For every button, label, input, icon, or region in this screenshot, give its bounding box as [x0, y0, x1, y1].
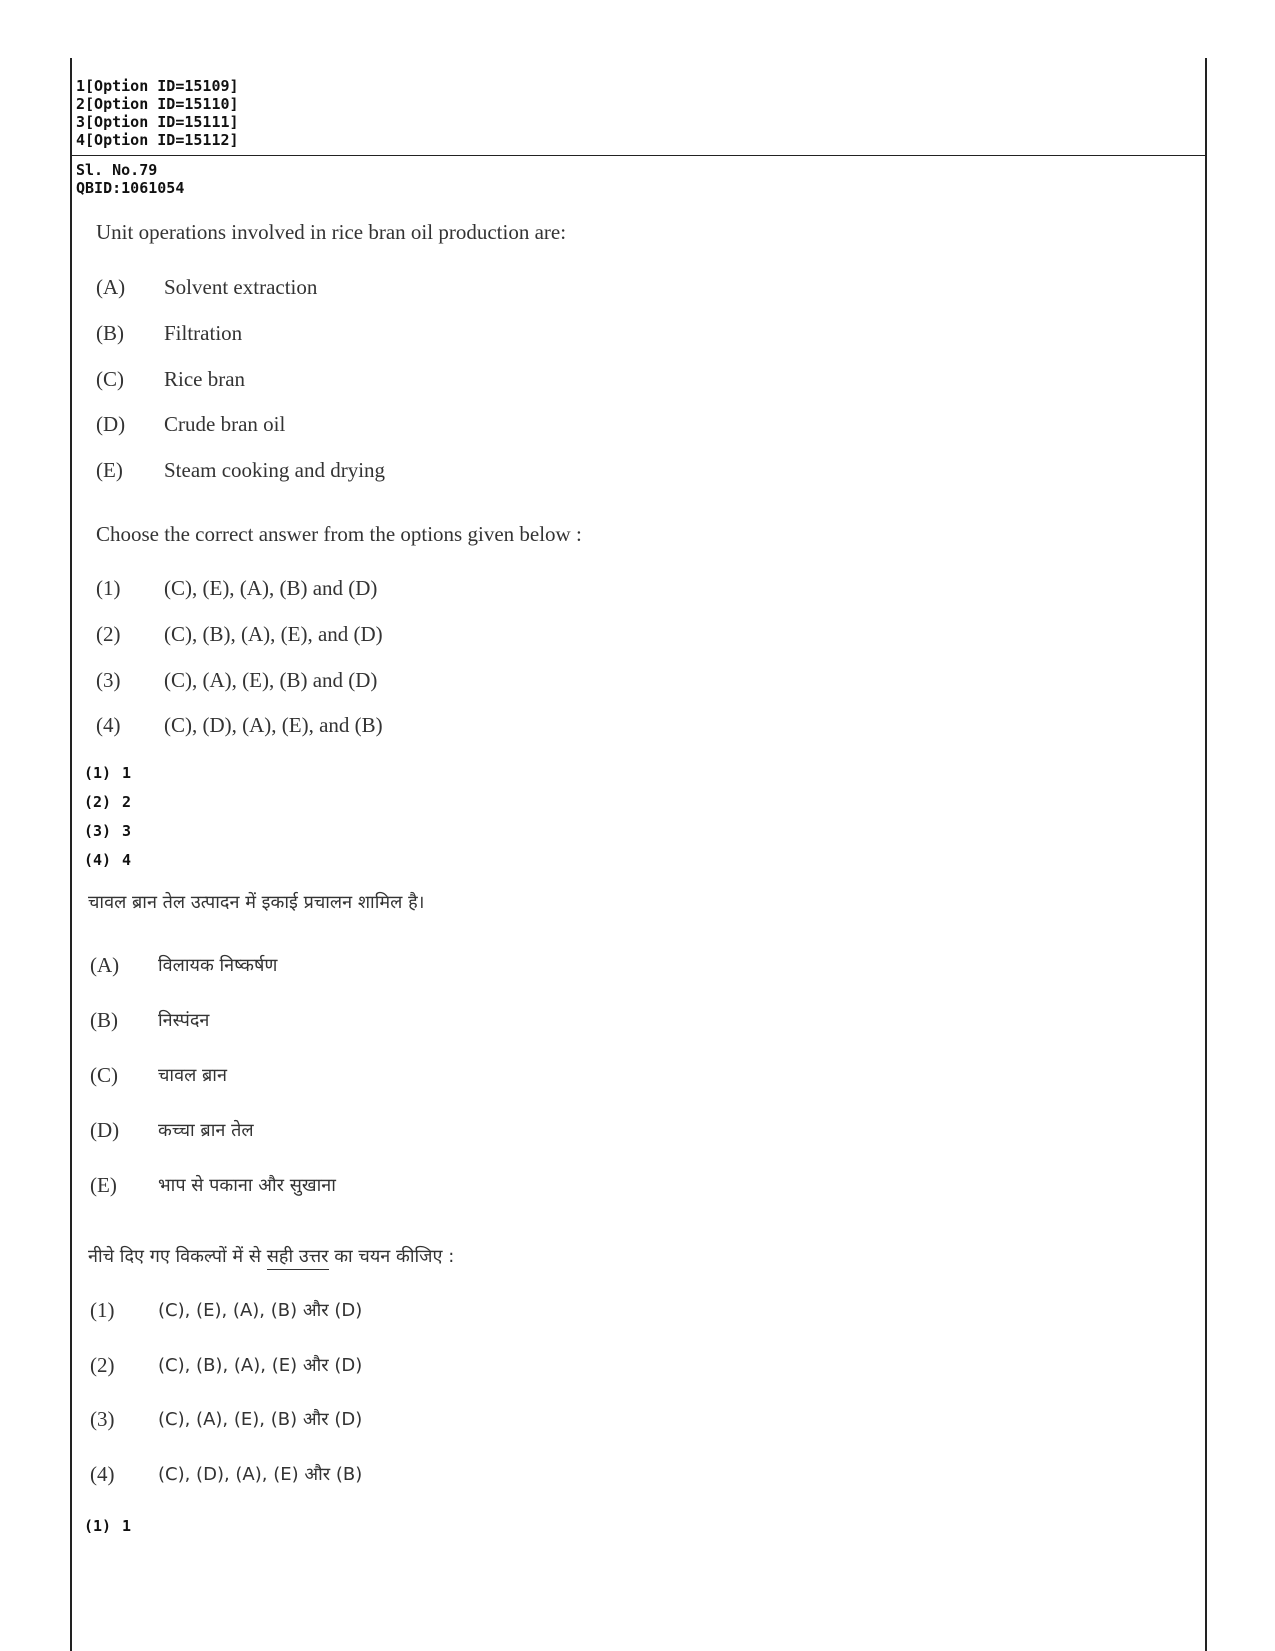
answer-option-3[interactable]: (3) 3	[84, 822, 132, 840]
choice-text: (C), (B), (A), (E) और (D)	[158, 1355, 363, 1376]
underlined-phrase: सही उत्तर	[267, 1246, 329, 1270]
prev-option-1: 1[Option ID=15109]	[76, 77, 239, 95]
item-label: (B)	[96, 321, 124, 345]
answer-option-4[interactable]: (4) 4	[84, 851, 132, 869]
choice-label: (1)	[96, 576, 121, 600]
trailing-answer-option[interactable]: (1) 1	[84, 1517, 132, 1535]
choice-text: (C), (E), (A), (B) and (D)	[164, 576, 378, 600]
item-text: निस्पंदन	[158, 1010, 210, 1031]
choice-label: (3)	[96, 668, 121, 692]
prev-option-2: 2[Option ID=15110]	[76, 95, 239, 113]
item-label: (D)	[96, 412, 126, 436]
choice-label: (4)	[90, 1462, 115, 1486]
item-label: (D)	[90, 1118, 120, 1142]
serial-number: Sl. No.79	[76, 161, 158, 179]
question-meta	[76, 161, 184, 197]
item-label: (C)	[96, 367, 124, 391]
prev-option-4: 4[Option ID=15112]	[76, 131, 239, 149]
item-label: (B)	[90, 1008, 118, 1032]
choice-label: (2)	[96, 622, 121, 646]
item-label: (C)	[90, 1063, 118, 1087]
choice-text: (C), (E), (A), (B) और (D)	[158, 1300, 363, 1321]
item-text: Solvent extraction	[164, 275, 318, 299]
choice-text: (C), (B), (A), (E), and (D)	[164, 622, 383, 646]
section-divider	[71, 155, 1205, 156]
item-label: (E)	[90, 1173, 117, 1197]
item-label: (A)	[96, 275, 126, 299]
question-text-hi: चावल ब्रान तेल उत्पादन में इकाई प्रचालन शामिल है।	[88, 892, 425, 913]
choice-text: (C), (D), (A), (E), and (B)	[164, 713, 383, 737]
item-text: Rice bran	[164, 367, 246, 391]
instruction-en: Choose the correct answer from the options given below :	[96, 522, 582, 546]
answer-option-2[interactable]: (2) 2	[84, 793, 132, 811]
qbid: QBID:1061054	[76, 179, 185, 197]
item-text: कच्चा ब्रान तेल	[158, 1120, 254, 1141]
answer-option-1[interactable]: (1) 1	[84, 764, 132, 782]
question-text-en: Unit operations involved in rice bran oil production are:	[96, 220, 567, 244]
item-text: Crude bran oil	[164, 412, 286, 436]
choice-text: (C), (D), (A), (E) और (B)	[158, 1464, 363, 1485]
item-label: (A)	[90, 953, 120, 977]
instruction-hi: नीचे दिए गए विकल्पों में से सही उत्तर का चयन कीजिए :	[88, 1244, 454, 1268]
right-border	[1205, 58, 1207, 1651]
item-text: Filtration	[164, 321, 243, 345]
item-text: Steam cooking and drying	[164, 458, 386, 482]
choice-label: (4)	[96, 713, 121, 737]
prev-option-3: 3[Option ID=15111]	[76, 113, 239, 131]
choice-text: (C), (A), (E), (B) and (D)	[164, 668, 378, 692]
choice-label: (1)	[90, 1298, 115, 1322]
item-text: भाप से पकाना और सुखाना	[158, 1175, 336, 1196]
choice-label: (3)	[90, 1407, 115, 1431]
choice-label: (2)	[90, 1353, 115, 1377]
item-label: (E)	[96, 458, 123, 482]
left-border	[70, 58, 72, 1651]
prev-option-list	[76, 77, 239, 149]
choice-text: (C), (A), (E), (B) और (D)	[158, 1409, 363, 1430]
item-text: विलायक निष्कर्षण	[158, 955, 278, 976]
item-text: चावल ब्रान	[158, 1065, 227, 1086]
